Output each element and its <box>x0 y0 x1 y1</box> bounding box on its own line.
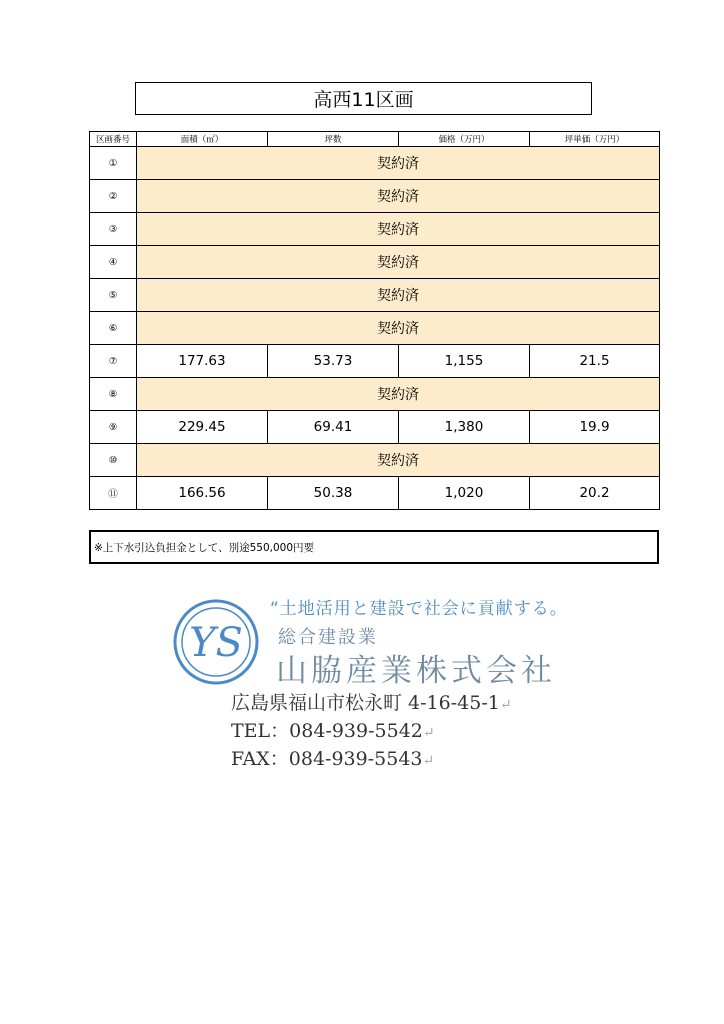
company-slogan: “土地活用と建設で社会に貢献する。 <box>270 599 568 619</box>
business-type: 総合建設業 <box>278 627 378 648</box>
lot-number: ⑪ <box>90 477 137 510</box>
lot-number: ② <box>90 180 137 213</box>
lot-price: 1,380 <box>399 411 530 444</box>
note-box: ※上下水引込負担金として、別途550,000円要 <box>89 530 659 564</box>
lot-price: 1,020 <box>399 477 530 510</box>
fax-text: FAX：084-939-5543 <box>231 748 423 770</box>
lot-unit-price: 21.5 <box>530 345 660 378</box>
company-fax <box>231 744 434 771</box>
lot-table <box>89 131 660 510</box>
logo-text: YS <box>189 620 243 666</box>
column-header: 区画番号 <box>90 132 137 147</box>
sold-status: 契約済 <box>137 312 660 345</box>
column-header: 面積（㎡） <box>137 132 268 147</box>
ys-logo-icon <box>172 598 260 686</box>
table-row <box>90 345 660 378</box>
lot-number: ① <box>90 147 137 180</box>
sold-status: 契約済 <box>137 213 660 246</box>
company-name: 山脇産業株式会社 <box>276 653 556 689</box>
lot-tsubo: 50.38 <box>268 477 399 510</box>
lot-number: ⑥ <box>90 312 137 345</box>
sold-status: 契約済 <box>137 246 660 279</box>
return-mark: ↵ <box>422 725 435 741</box>
lot-number: ⑧ <box>90 378 137 411</box>
lot-unit-price: 20.2 <box>530 477 660 510</box>
lot-area: 166.56 <box>137 477 268 510</box>
lot-tsubo: 53.73 <box>268 345 399 378</box>
lot-number: ⑨ <box>90 411 137 444</box>
lot-area: 177.63 <box>137 345 268 378</box>
column-header: 坪単価（万円） <box>530 132 660 147</box>
lot-tsubo: 69.41 <box>268 411 399 444</box>
table-row <box>90 279 660 312</box>
table-row <box>90 411 660 444</box>
table-body <box>90 147 660 510</box>
table-row <box>90 378 660 411</box>
table-row <box>90 147 660 180</box>
return-mark: ↵ <box>422 753 435 769</box>
lot-number: ⑤ <box>90 279 137 312</box>
lot-number: ⑩ <box>90 444 137 477</box>
sold-status: 契約済 <box>137 147 660 180</box>
lot-unit-price: 19.9 <box>530 411 660 444</box>
lot-price: 1,155 <box>399 345 530 378</box>
return-mark: ↵ <box>499 697 512 713</box>
table-row <box>90 312 660 345</box>
page-title: 高西11区画 <box>135 82 592 115</box>
company-tel <box>231 716 435 743</box>
table-header-row <box>90 132 660 147</box>
table-row <box>90 180 660 213</box>
lot-number: ③ <box>90 213 137 246</box>
table-row <box>90 213 660 246</box>
table-row <box>90 246 660 279</box>
lot-area: 229.45 <box>137 411 268 444</box>
table-row <box>90 444 660 477</box>
lot-number: ⑦ <box>90 345 137 378</box>
column-header: 価格（万円） <box>399 132 530 147</box>
table-row <box>90 477 660 510</box>
lot-number: ④ <box>90 246 137 279</box>
company-address <box>231 688 512 715</box>
sold-status: 契約済 <box>137 444 660 477</box>
sold-status: 契約済 <box>137 180 660 213</box>
tel-text: TEL：084-939-5542 <box>231 720 423 742</box>
sold-status: 契約済 <box>137 378 660 411</box>
address-text: 広島県福山市松永町 4-16-45-1 <box>231 692 500 714</box>
sold-status: 契約済 <box>137 279 660 312</box>
column-header: 坪数 <box>268 132 399 147</box>
